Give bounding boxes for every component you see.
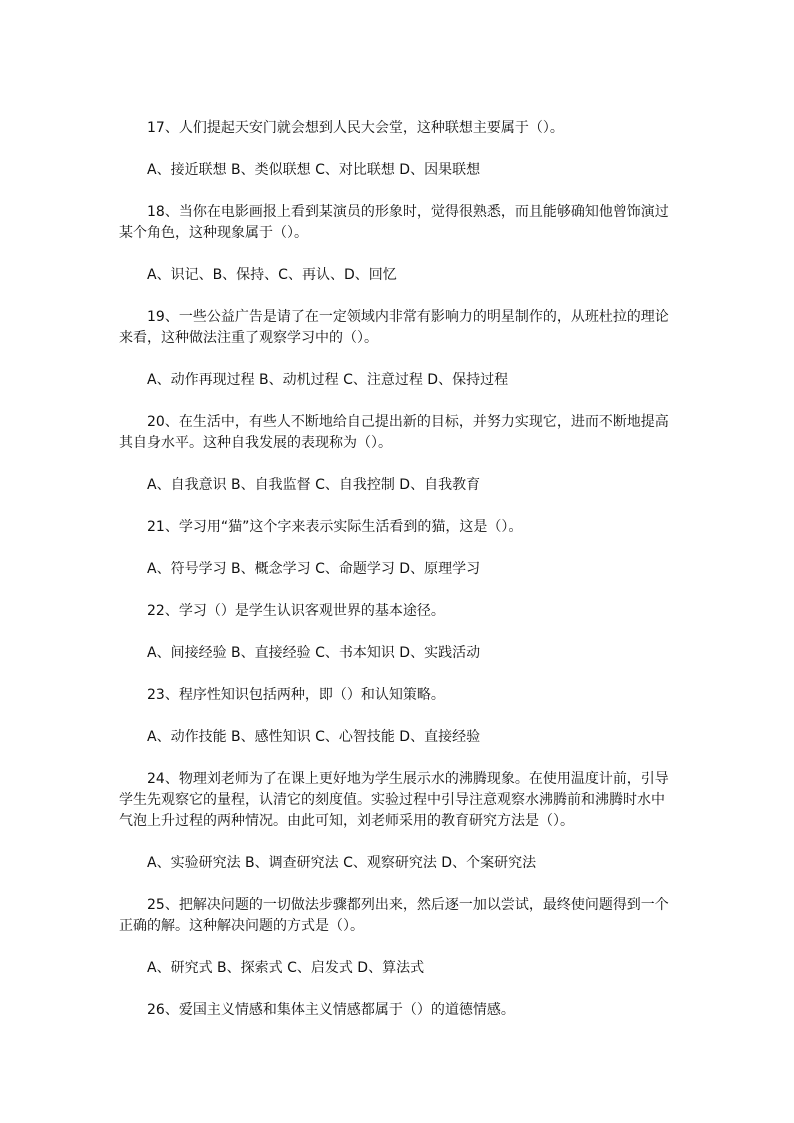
text-line: A、实验研究法 B、调查研究法 C、观察研究法 D、个案研究法 — [147, 855, 537, 871]
text-line: 18、当你在电影画报上看到某演员的形象时，觉得很熟悉，而且能够确知他曾饰演过 — [147, 204, 669, 220]
text-line: A、研究式 B、探索式 C、启发式 D、算法式 — [147, 960, 425, 976]
text-line: 25、把解决问题的一切做法步骤都列出来，然后逐一加以尝试，最终使问题得到一个 — [147, 897, 669, 913]
answer-options — [119, 727, 671, 748]
text-line: A、符号学习 B、概念学习 C、命题学习 D、原理学习 — [147, 561, 481, 577]
text-line: 来看，这种做法注重了观察学习中的（）。 — [119, 330, 378, 346]
text-line: 正确的解。这种解决问题的方式是（）。 — [119, 918, 364, 934]
text-line: 气泡上升过程的两种情况。由此可知，刘老师采用的教育研究方法是（）。 — [119, 813, 574, 829]
text-line: 某个角色，这种现象属于（）。 — [119, 225, 308, 241]
question-text — [119, 307, 671, 349]
answer-options — [119, 160, 671, 181]
text-line: 22、学习（）是学生认识客观世界的基本途径。 — [147, 603, 445, 619]
text-line: A、间接经验 B、直接经验 C、书本知识 D、实践活动 — [147, 645, 481, 661]
answer-options — [119, 853, 671, 874]
question-text — [119, 118, 671, 139]
answer-options — [119, 559, 671, 580]
answer-options — [119, 958, 671, 979]
question-text — [119, 769, 671, 832]
text-line: 26、爱国主义情感和集体主义情感都属于（）的道德情感。 — [147, 1002, 515, 1018]
question-text — [119, 601, 671, 622]
text-line: A、接近联想 B、类似联想 C、对比联想 D、因果联想 — [147, 162, 481, 178]
text-line: A、动作再现过程 B、动机过程 C、注意过程 D、保持过程 — [147, 372, 509, 388]
question-text — [119, 412, 671, 454]
question-text — [119, 685, 671, 706]
question-text — [119, 517, 671, 538]
text-line: 其自身水平。这种自我发展的表现称为（）。 — [119, 435, 392, 451]
text-line: 19、一些公益广告是请了在一定领域内非常有影响力的明星制作的，从班杜拉的理论 — [147, 309, 669, 325]
text-line: A、自我意识 B、自我监督 C、自我控制 D、自我教育 — [147, 477, 481, 493]
text-line: 23、程序性知识包括两种，即（）和认知策略。 — [147, 687, 445, 703]
question-text — [119, 1000, 671, 1021]
answer-options — [119, 265, 671, 286]
text-line: A、动作技能 B、感性知识 C、心智技能 D、直接经验 — [147, 729, 481, 745]
answer-options — [119, 475, 671, 496]
text-line: 24、物理刘老师为了在课上更好地为学生展示水的沸腾现象。在使用温度计前，引导 — [147, 771, 669, 787]
answer-options — [119, 370, 671, 391]
question-text — [119, 895, 671, 937]
text-line: 17、人们提起天安门就会想到人民大会堂，这种联想主要属于（）。 — [147, 120, 564, 136]
text-line: 20、在生活中，有些人不断地给自己提出新的目标，并努力实现它，进而不断地提高 — [147, 414, 669, 430]
text-line: 学生先观察它的量程，认清它的刻度值。实验过程中引导注意观察水沸腾前和沸腾时水中 — [119, 792, 665, 808]
text-line: 21、学习用“猫”这个字来表示实际生活看到的猫，这是（）。 — [147, 519, 523, 535]
text-line: A、识记、B、保持、C、再认、D、回忆 — [147, 267, 397, 283]
answer-options — [119, 643, 671, 664]
document-body — [119, 118, 671, 1042]
question-text — [119, 202, 671, 244]
